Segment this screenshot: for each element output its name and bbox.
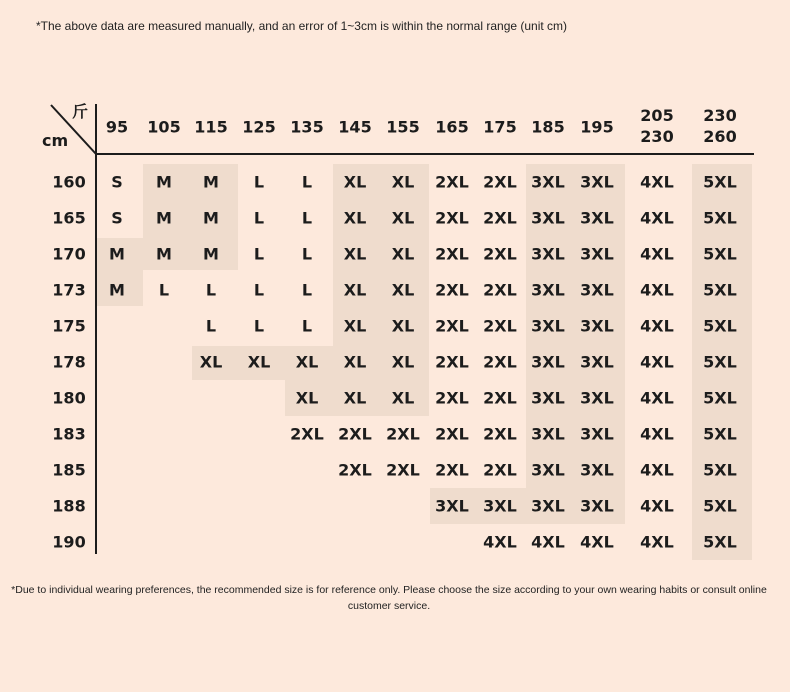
height-header: 170 — [52, 244, 86, 264]
size-cell: 3XL — [531, 496, 565, 516]
size-cell: L — [253, 172, 265, 192]
size-cell: M — [203, 244, 219, 264]
size-cell: 4XL — [531, 532, 565, 552]
size-cell: S — [111, 172, 123, 192]
size-cell: XL — [295, 388, 319, 408]
measurement-note: *The above data are measured manually, and an error of 1~3cm is within the normal range (unit cm) — [36, 19, 568, 33]
size-cell: 3XL — [531, 352, 565, 372]
size-cell: 4XL — [640, 532, 674, 552]
size-cell: 2XL — [435, 172, 469, 192]
size-cell: L — [205, 316, 217, 336]
weight-header: 165 — [435, 117, 469, 137]
size-cell: L — [301, 244, 313, 264]
height-header: 188 — [52, 496, 86, 516]
size-cell: 5XL — [703, 172, 737, 192]
size-cell: 3XL — [580, 172, 614, 192]
size-cell: M — [156, 244, 172, 264]
size-cell: XL — [247, 352, 271, 372]
size-cell: 5XL — [703, 352, 737, 372]
size-cell: L — [301, 316, 313, 336]
size-cell: M — [203, 208, 219, 228]
weight-unit-label: 斤 — [72, 102, 89, 121]
height-header: 175 — [52, 316, 86, 336]
height-header: 185 — [52, 460, 86, 480]
size-cell: 4XL — [640, 172, 674, 192]
weight-header: 155 — [386, 117, 420, 137]
height-header: 180 — [52, 388, 86, 408]
size-cell: M — [156, 172, 172, 192]
size-cell: 4XL — [483, 532, 517, 552]
header-divider — [96, 153, 754, 155]
weight-header-range — [703, 105, 736, 147]
size-cell: XL — [391, 244, 415, 264]
height-header: 190 — [52, 532, 86, 552]
size-cell: XL — [343, 172, 367, 192]
size-cell: 2XL — [483, 460, 517, 480]
size-cell: XL — [391, 352, 415, 372]
size-cell: 2XL — [290, 424, 324, 444]
size-cell: 2XL — [483, 424, 517, 444]
size-cell: 3XL — [483, 496, 517, 516]
weight-header: 145 — [338, 117, 372, 137]
size-cell: S — [111, 208, 123, 228]
weight-header: 195 — [580, 117, 614, 137]
size-cell: XL — [391, 208, 415, 228]
size-cell: L — [253, 244, 265, 264]
size-cell: 4XL — [640, 460, 674, 480]
size-cell: 3XL — [531, 208, 565, 228]
size-cell: 2XL — [483, 244, 517, 264]
size-cell: L — [253, 280, 265, 300]
size-cell: 2XL — [483, 352, 517, 372]
size-cell: 4XL — [640, 496, 674, 516]
size-cell: 4XL — [640, 244, 674, 264]
weight-range-to: 230 — [640, 127, 674, 146]
height-header: 183 — [52, 424, 86, 444]
size-cell: 4XL — [640, 208, 674, 228]
size-cell: 3XL — [580, 424, 614, 444]
size-cell: 3XL — [531, 280, 565, 300]
size-cell: XL — [343, 208, 367, 228]
size-cell: XL — [199, 352, 223, 372]
weight-range-to: 260 — [703, 127, 737, 146]
size-cell: 3XL — [531, 460, 565, 480]
size-cell: XL — [343, 388, 367, 408]
weight-range-from: 230 — [703, 106, 737, 125]
size-cell: 5XL — [703, 460, 737, 480]
size-cell: XL — [391, 316, 415, 336]
size-cell: 3XL — [531, 388, 565, 408]
size-cell: 2XL — [338, 424, 372, 444]
size-cell: 4XL — [640, 424, 674, 444]
size-cell: 2XL — [483, 388, 517, 408]
weight-header: 95 — [105, 117, 129, 137]
size-cell: 3XL — [531, 244, 565, 264]
size-cell: 4XL — [640, 352, 674, 372]
size-cell: XL — [343, 352, 367, 372]
size-cell: XL — [343, 244, 367, 264]
size-cell: 2XL — [483, 280, 517, 300]
weight-header: 125 — [242, 117, 276, 137]
weight-header: 135 — [290, 117, 324, 137]
size-cell: 5XL — [703, 280, 737, 300]
size-cell: XL — [343, 280, 367, 300]
size-cell: M — [109, 280, 125, 300]
size-cell: 4XL — [580, 532, 614, 552]
size-cell: XL — [391, 280, 415, 300]
size-cell: 3XL — [580, 280, 614, 300]
size-cell: 5XL — [703, 496, 737, 516]
size-cell: L — [253, 208, 265, 228]
size-cell: 5XL — [703, 388, 737, 408]
size-cell: 3XL — [580, 208, 614, 228]
size-cell: L — [301, 280, 313, 300]
height-unit-label: cm — [42, 131, 69, 150]
size-cell: XL — [391, 172, 415, 192]
size-cell: 5XL — [703, 244, 737, 264]
size-cell: 3XL — [580, 460, 614, 480]
weight-header: 175 — [483, 117, 517, 137]
size-cell: 3XL — [580, 316, 614, 336]
height-header: 165 — [52, 208, 86, 228]
weight-header: 185 — [531, 117, 565, 137]
size-cell: XL — [343, 316, 367, 336]
size-cell: 2XL — [435, 388, 469, 408]
size-cell: 3XL — [435, 496, 469, 516]
size-cell: 2XL — [338, 460, 372, 480]
size-cell: M — [156, 208, 172, 228]
height-header: 160 — [52, 172, 86, 192]
size-cell: M — [109, 244, 125, 264]
size-cell: 2XL — [435, 424, 469, 444]
size-cell: M — [203, 172, 219, 192]
size-cell: 3XL — [531, 316, 565, 336]
weight-header: 115 — [194, 117, 228, 137]
size-cell: 2XL — [483, 172, 517, 192]
size-cell: 3XL — [531, 172, 565, 192]
size-cell: 2XL — [435, 352, 469, 372]
size-cell: 4XL — [640, 316, 674, 336]
size-cell: 2XL — [435, 460, 469, 480]
size-cell: 2XL — [435, 208, 469, 228]
height-header: 178 — [52, 352, 86, 372]
size-cell: 5XL — [703, 316, 737, 336]
size-cell: 2XL — [386, 424, 420, 444]
size-cell: 3XL — [580, 244, 614, 264]
size-cell: L — [158, 280, 170, 300]
size-cell: L — [253, 316, 265, 336]
height-header: 173 — [52, 280, 86, 300]
size-cell: XL — [295, 352, 319, 372]
size-cell: 4XL — [640, 388, 674, 408]
size-cell: 2XL — [483, 316, 517, 336]
disclaimer-note: *Due to individual wearing preferences, the recommended size is for reference only. Please choose the size according to your own wearing habits or consult online customer service. — [11, 584, 767, 612]
size-cell: 2XL — [483, 208, 517, 228]
size-cell: 2XL — [435, 280, 469, 300]
size-cell: L — [205, 280, 217, 300]
size-cell: L — [301, 208, 313, 228]
size-cell: 3XL — [580, 388, 614, 408]
weight-header-range — [640, 105, 673, 147]
size-cell: 2XL — [386, 460, 420, 480]
weight-header: 105 — [147, 117, 181, 137]
size-cell: L — [301, 172, 313, 192]
size-cell: 5XL — [703, 208, 737, 228]
size-cell: 2XL — [435, 244, 469, 264]
size-cell: 4XL — [640, 280, 674, 300]
size-cell: 5XL — [703, 532, 737, 552]
size-cell: 2XL — [435, 316, 469, 336]
size-cell: 3XL — [531, 424, 565, 444]
row-header-divider — [95, 104, 97, 554]
size-cell: 5XL — [703, 424, 737, 444]
size-cell: 3XL — [580, 352, 614, 372]
weight-range-from: 205 — [640, 106, 674, 125]
size-cell: XL — [391, 388, 415, 408]
size-cell: 3XL — [580, 496, 614, 516]
